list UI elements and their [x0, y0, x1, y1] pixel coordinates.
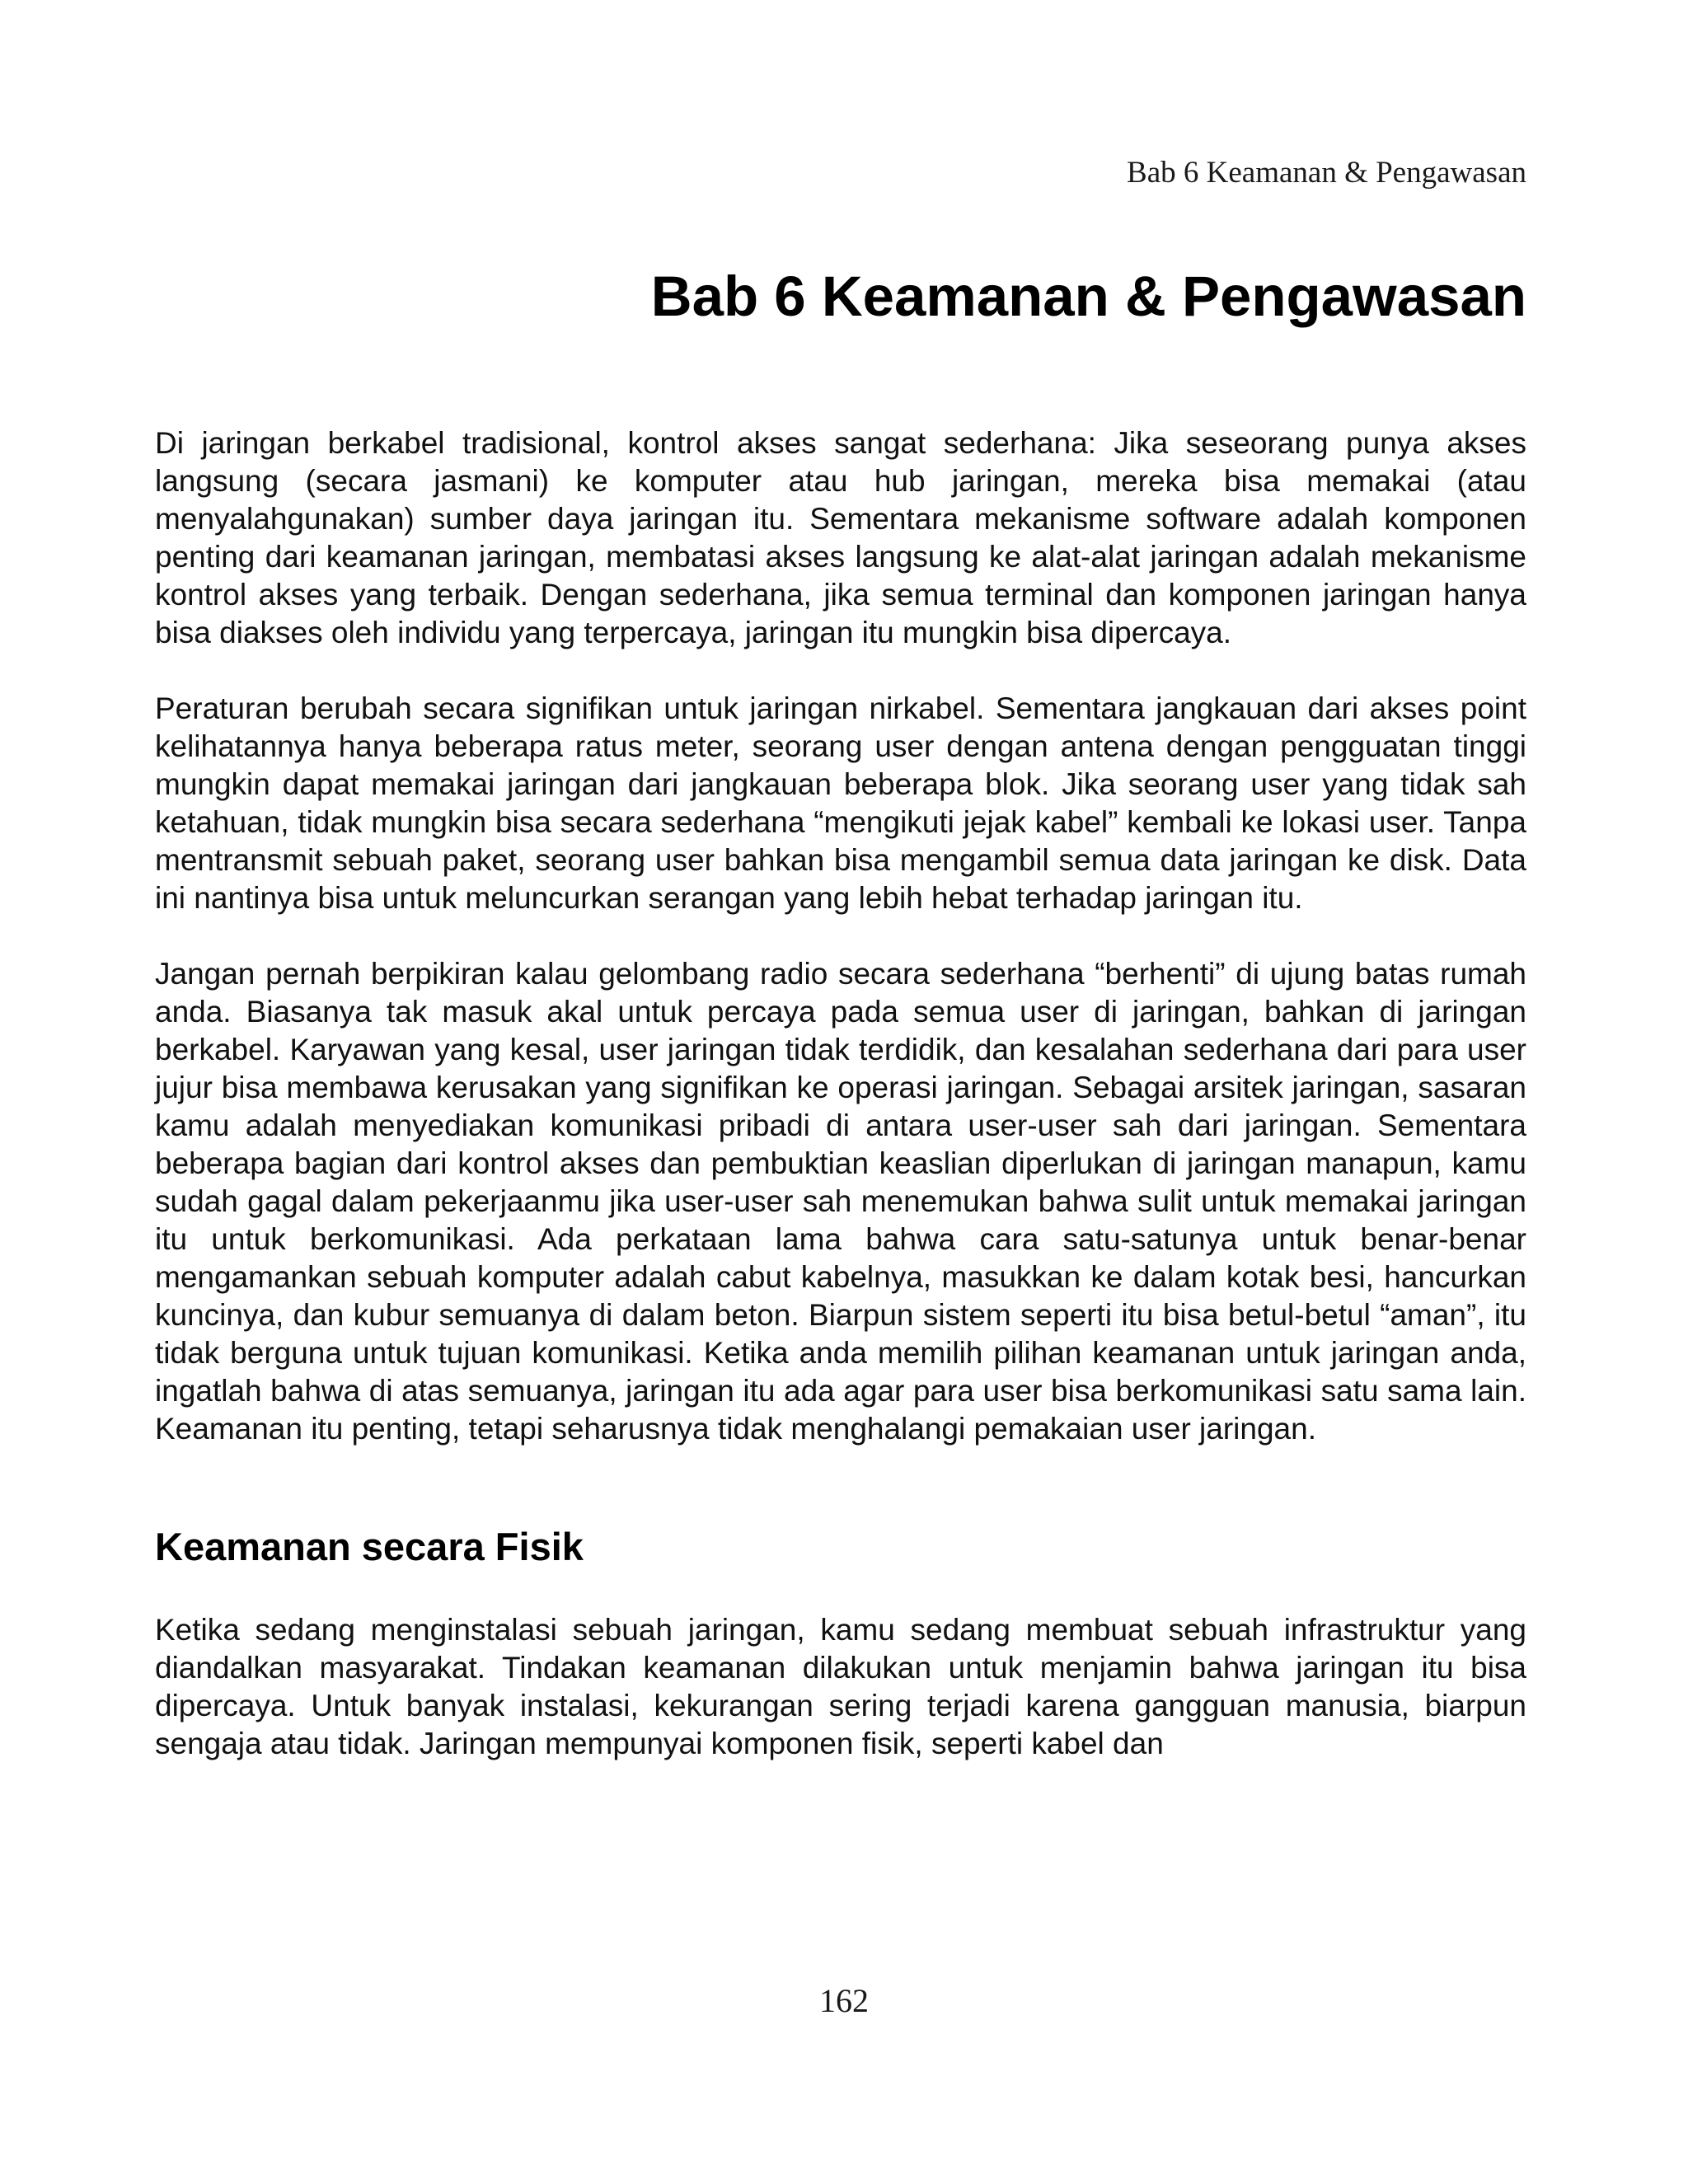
- running-header: Bab 6 Keamanan & Pengawasan: [1127, 156, 1526, 190]
- body-text: [155, 424, 1526, 1763]
- chapter-title: Bab 6 Keamanan & Pengawasan: [650, 265, 1526, 328]
- paragraph: Jangan pernah berpikiran kalau gelombang radio secara sederhana “berhenti” di ujung batas rumah anda. Biasanya tak masuk akal untuk percaya pada semua user di jaringan, bahkan di jaringan berkabel. Karyawan yang kesal, user jaringan tidak terdidik, dan kesalahan sederhana dari para user jujur bisa membawa kerusakan yang signifikan ke operasi jaringan. Sebagai arsitek jaringan, sasaran kamu adalah menyediakan komunikasi pribadi di antara user-user sah dari jaringan. Sementara beberapa bagian dari kontrol akses dan pembuktian keaslian diperlukan di jaringan manapun, kamu sudah gagal dalam pekerjaanmu jika user-user sah menemukan bahwa sulit untuk memakai jaringan itu untuk berkomunikasi. Ada perkataan lama bahwa cara satu-satunya untuk benar-benar mengamankan sebuah komputer adalah cabut kabelnya, masukkan ke dalam kotak besi, hancurkan kuncinya, dan kubur semuanya di dalam beton. Biarpun sistem seperti itu bisa betul-betul “aman”, itu tidak berguna untuk tujuan komunikasi. Ketika anda memilih pilihan keamanan untuk jaringan anda, ingatlah bahwa di atas semuanya, jaringan itu ada agar para user bisa berkomunikasi satu sama lain. Keamanan itu penting, tetapi seharusnya tidak menghalangi pemakaian user jaringan.: [155, 957, 1526, 1446]
- section-title: Keamanan secara Fisik: [155, 1525, 584, 1568]
- paragraph: Di jaringan berkabel tradisional, kontrol akses sangat sederhana: Jika seseorang punya akses langsung (secara jasmani) ke komputer atau hub jaringan, mereka bisa memakai (atau menyalahgunakan) sumber daya jaringan itu. Sementara mekanisme software adalah komponen penting dari keamanan jaringan, membatasi akses langsung ke alat-alat jaringan adalah mekanisme kontrol akses yang terbaik. Dengan sederhana, jika semua terminal dan komponen jaringan hanya bisa diakses oleh individu yang terpercaya, jaringan itu mungkin bisa dipercaya.: [155, 426, 1526, 649]
- paragraph: Peraturan berubah secara signifikan untuk jaringan nirkabel. Sementara jangkauan dari akses point kelihatannya hanya beberapa ratus meter, seorang user dengan antena dengan pengguatan tinggi mungkin dapat memakai jaringan dari jangkauan beberapa blok. Jika seorang user yang tidak sah ketahuan, tidak mungkin bisa secara sederhana “mengikuti jejak kabel” kembali ke lokasi user. Tanpa mentransmit sebuah paket, seorang user bahkan bisa mengambil semua data jaringan ke disk. Data ini nantinya bisa untuk meluncurkan serangan yang lebih hebat terhadap jaringan itu.: [155, 691, 1526, 915]
- paragraph: Ketika sedang menginstalasi sebuah jaringan, kamu sedang membuat sebuah infrastruktur yang diandalkan masyarakat. Tindakan keamanan dilakukan untuk menjamin bahwa jaringan itu bisa dipercaya. Untuk banyak instalasi, kekurangan sering terjadi karena gangguan manusia, biarpun sengaja atau tidak. Jaringan mempunyai komponen fisik, seperti kabel dan: [155, 1613, 1526, 1760]
- page-number: 162: [819, 1982, 869, 2019]
